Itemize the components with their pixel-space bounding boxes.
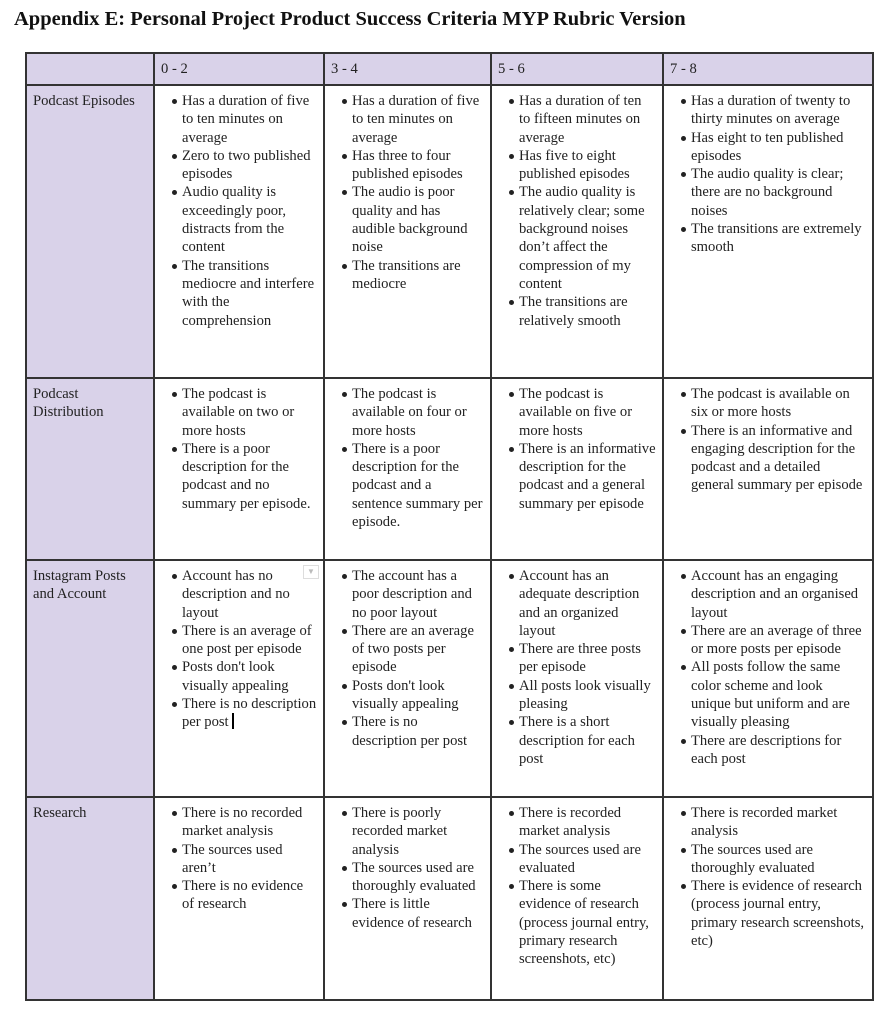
criteria-item (174, 841, 317, 878)
criteria-item (344, 859, 484, 896)
criteria-item (511, 804, 656, 841)
criteria-list (161, 385, 317, 513)
criteria-text: There are an average of two posts per episode (352, 622, 474, 676)
header-cell: 5 - 6 (491, 53, 663, 85)
criteria-text: Has three to four published episodes (352, 147, 463, 183)
criteria-item (344, 92, 484, 147)
criteria-text: The account has a poor description and no poor layout (352, 568, 472, 621)
criteria-item (174, 92, 317, 147)
criteria-item (683, 877, 866, 950)
criteria-item (174, 440, 317, 513)
criteria-text: The audio quality is relatively clear; some background noises don’t affect the compression of my content (519, 184, 645, 292)
row-label: Research (26, 797, 154, 1000)
criteria-text: There is no recorded market analysis (182, 805, 303, 840)
criteria-text: Account has an adequate description and an organized layout (519, 568, 640, 639)
criteria-text: There is little evidence of research (352, 896, 472, 931)
row-label: Podcast Episodes (26, 85, 154, 378)
criteria-list (161, 804, 317, 914)
criteria-text: The sources used are thoroughly evaluated (691, 841, 815, 876)
criteria-cell[interactable] (663, 378, 873, 560)
criteria-text: The transitions are mediocre (352, 257, 461, 292)
criteria-item (344, 677, 484, 714)
criteria-cell[interactable] (324, 378, 491, 560)
criteria-text: The sources used aren’t (182, 841, 283, 876)
criteria-text: Posts don't look visually appealing (352, 677, 459, 713)
criteria-item (344, 385, 484, 440)
criteria-text: Has five to eight published episodes (519, 147, 630, 183)
criteria-item (344, 622, 484, 677)
criteria-cell[interactable] (491, 378, 663, 560)
criteria-text: The transitions mediocre and interfere with the comprehension (182, 257, 315, 329)
criteria-text: Account has no description and no layout (182, 568, 290, 621)
criteria-item (174, 804, 317, 841)
criteria-item (683, 658, 866, 731)
criteria-item (174, 257, 317, 330)
criteria-list (498, 385, 656, 513)
dropdown-caret-icon[interactable]: ▼ (303, 565, 319, 579)
criteria-item (344, 257, 484, 294)
criteria-text: There is poorly recorded market analysis (352, 805, 448, 858)
criteria-text: The audio quality is clear; there are no background noises (691, 166, 844, 219)
page-title: Appendix E: Personal Project Product Success Criteria MYP Rubric Version (14, 8, 686, 30)
criteria-text: There is no description per post (352, 714, 468, 749)
criteria-item (511, 147, 656, 184)
criteria-item (683, 804, 866, 841)
criteria-item (174, 622, 317, 659)
criteria-list (670, 385, 866, 495)
criteria-text: The transitions are extremely smooth (691, 221, 862, 256)
row-label: Instagram Posts and Account (26, 560, 154, 797)
criteria-item (683, 732, 866, 769)
criteria-cell[interactable] (324, 560, 491, 797)
criteria-item (683, 129, 866, 166)
criteria-cell[interactable] (663, 797, 873, 1000)
criteria-list (670, 567, 866, 768)
criteria-list (161, 567, 317, 732)
criteria-item (174, 658, 317, 695)
criteria-item (174, 877, 317, 914)
header-cell: 3 - 4 (324, 53, 491, 85)
criteria-item (511, 183, 656, 293)
text-cursor (232, 713, 234, 729)
criteria-item (683, 841, 866, 878)
criteria-text: All posts follow the same color scheme and look unique but uniform and are visually pleasing (691, 659, 850, 731)
criteria-list (331, 92, 484, 293)
criteria-text: There is recorded market analysis (691, 805, 838, 840)
criteria-cell[interactable] (324, 85, 491, 378)
criteria-text: The podcast is available on four or more hosts (352, 386, 467, 439)
criteria-cell[interactable] (491, 560, 663, 797)
header-row (26, 53, 873, 85)
criteria-text: Has eight to ten published episodes (691, 129, 844, 164)
criteria-text: There is a poor description for the podcast and no summary per episode. (182, 440, 311, 512)
criteria-text: Posts don't look visually appealing (182, 659, 289, 694)
criteria-text: There is evidence of research (process journal entry, primary research screenshots, etc) (691, 878, 865, 950)
criteria-list (331, 567, 484, 750)
criteria-text: The transitions are relatively smooth (519, 294, 628, 329)
criteria-text: There is some evidence of research (process journal entry, primary research screenshots, etc) (519, 878, 649, 968)
table-row (26, 85, 873, 378)
criteria-list (161, 92, 317, 330)
criteria-text: The audio is poor quality and has audible background noise (352, 184, 468, 256)
header-cell: 7 - 8 (663, 53, 873, 85)
criteria-text: All posts look visually pleasing (519, 677, 651, 713)
criteria-text: There are descriptions for each post (691, 732, 842, 767)
criteria-cell[interactable] (663, 85, 873, 378)
criteria-item (344, 183, 484, 256)
criteria-item (344, 147, 484, 184)
criteria-text: The sources used are thoroughly evaluated (352, 859, 476, 895)
criteria-item (174, 147, 317, 184)
criteria-text: Has a duration of ten to fifteen minutes on average (519, 93, 642, 146)
criteria-item (174, 183, 317, 256)
criteria-item (683, 385, 866, 422)
criteria-item (511, 877, 656, 968)
criteria-item (174, 385, 317, 440)
criteria-text: Audio quality is exceedingly poor, distracts from the content (182, 184, 286, 256)
criteria-cell[interactable] (324, 797, 491, 1000)
rubric-table (25, 52, 874, 1001)
criteria-text: Zero to two published episodes (182, 147, 311, 183)
criteria-item (683, 622, 866, 659)
criteria-item (174, 567, 317, 622)
criteria-cell[interactable] (154, 560, 324, 797)
criteria-list (498, 92, 656, 330)
criteria-text: There is recorded market analysis (519, 805, 622, 840)
criteria-text: There is no evidence of research (182, 878, 304, 913)
criteria-text: There are an average of three or more posts per episode (691, 622, 862, 658)
criteria-item (344, 440, 484, 531)
criteria-item (344, 567, 484, 622)
criteria-text: There is an average of one post per episode (182, 622, 312, 658)
criteria-item (511, 677, 656, 714)
criteria-item (344, 895, 484, 932)
criteria-text: There is a poor description for the podcast and a sentence summary per episode. (352, 440, 483, 531)
criteria-item (344, 713, 484, 750)
criteria-item (511, 385, 656, 440)
criteria-cell[interactable] (491, 85, 663, 378)
criteria-item (683, 567, 866, 622)
criteria-item (511, 713, 656, 768)
table-row (26, 560, 873, 797)
criteria-list (331, 385, 484, 531)
criteria-item (511, 440, 656, 513)
criteria-item (683, 220, 866, 257)
header-cell: 0 - 2 (154, 53, 324, 85)
criteria-text: The sources used are evaluated (519, 841, 641, 876)
criteria-text: There is an informative and engaging description for the podcast and a detailed general summary per episode (691, 422, 863, 494)
criteria-item (683, 165, 866, 220)
criteria-list (670, 92, 866, 257)
criteria-list (498, 804, 656, 969)
criteria-text: The podcast is available on six or more hosts (691, 386, 850, 421)
criteria-list (498, 567, 656, 768)
criteria-list (331, 804, 484, 932)
criteria-text: There is no description per post (182, 696, 317, 731)
criteria-text: There is a short description for each post (519, 714, 635, 767)
criteria-item (511, 567, 656, 640)
criteria-cell[interactable] (491, 797, 663, 1000)
criteria-item (511, 293, 656, 330)
criteria-cell[interactable] (154, 797, 324, 1000)
criteria-text: Account has an engaging description and an organised layout (691, 568, 859, 621)
criteria-text: Has a duration of twenty to thirty minutes on average (691, 93, 851, 128)
row-label: Podcast Distribution (26, 378, 154, 560)
criteria-item (683, 92, 866, 129)
criteria-list (670, 804, 866, 950)
criteria-item (511, 841, 656, 878)
criteria-text: The podcast is available on five or more hosts (519, 386, 633, 439)
criteria-text: The podcast is available on two or more hosts (182, 386, 295, 439)
criteria-item (174, 695, 317, 732)
criteria-item (511, 640, 656, 677)
criteria-text: There are three posts per episode (519, 641, 641, 676)
table-row (26, 378, 873, 560)
criteria-item (683, 422, 866, 495)
header-cell (26, 53, 154, 85)
criteria-cell[interactable] (154, 85, 324, 378)
table-row (26, 797, 873, 1000)
criteria-cell[interactable] (663, 560, 873, 797)
criteria-item (344, 804, 484, 859)
criteria-cell[interactable] (154, 378, 324, 560)
criteria-text: Has a duration of five to ten minutes on average (352, 93, 480, 146)
criteria-text: There is an informative description for the podcast and a general summary per episode (519, 440, 656, 512)
criteria-item (511, 92, 656, 147)
criteria-text: Has a duration of five to ten minutes on average (182, 93, 310, 146)
